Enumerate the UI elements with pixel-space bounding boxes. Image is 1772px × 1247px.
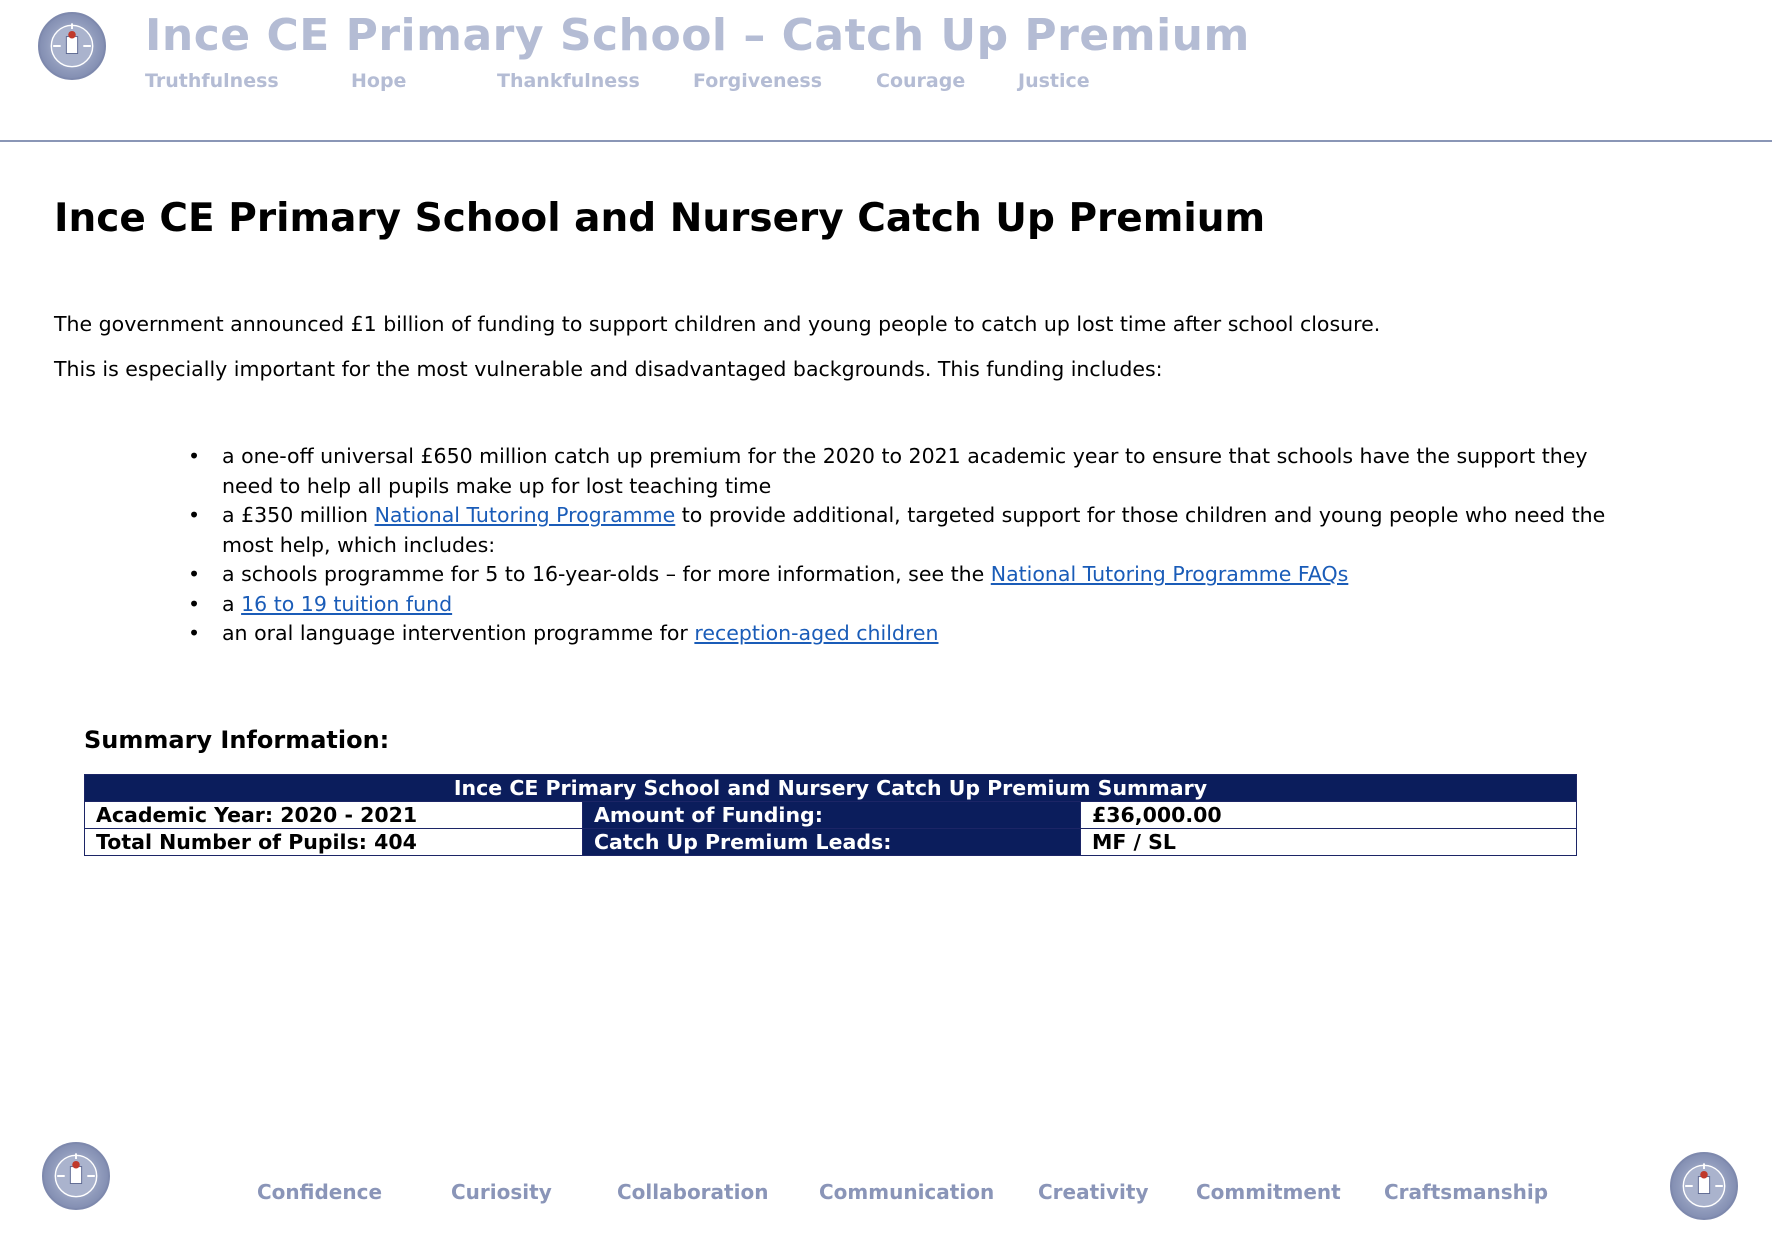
summary-heading: Summary Information:	[84, 726, 390, 754]
footer-logo-left	[42, 1142, 110, 1210]
reception-aged-children-link[interactable]: reception-aged children	[694, 621, 939, 645]
school-crest-icon	[44, 1144, 108, 1208]
summary-table	[84, 774, 1577, 856]
value-courage: Courage	[876, 70, 966, 92]
national-tutoring-programme-link[interactable]: National Tutoring Programme	[374, 503, 676, 527]
funding-label-cell: Amount of Funding:	[583, 802, 1081, 829]
leads-label-cell: Catch Up Premium Leads:	[583, 829, 1081, 856]
funding-value-cell: £36,000.00	[1081, 802, 1577, 829]
table-row	[85, 775, 1577, 802]
list-item: • a one-off universal £650 million catch up premium for the 2020 to 2021 academic year to ensure that schools have the support they need to help all pupils make up for lost teaching time	[188, 442, 1628, 501]
school-logo	[38, 12, 106, 80]
value-collaboration: Collaboration	[617, 1180, 769, 1204]
list-item: • a schools programme for 5 to 16-year-olds – for more information, see the National Tutoring Programme FAQs	[188, 560, 1628, 590]
value-craftsmanship: Craftsmanship	[1384, 1180, 1549, 1204]
value-commitment: Commitment	[1196, 1180, 1341, 1204]
value-hope: Hope	[351, 70, 407, 92]
funding-intro-paragraph: This is especially important for the most vulnerable and disadvantaged backgrounds. This funding includes:	[54, 357, 1163, 381]
value-communication: Communication	[819, 1180, 995, 1204]
value-curiosity: Curiosity	[451, 1180, 552, 1204]
list-item: • an oral language intervention programme for reception-aged children	[188, 619, 1628, 649]
value-forgiveness: Forgiveness	[693, 70, 823, 92]
intro-paragraph: The government announced £1 billion of funding to support children and young people to catch up lost time after school closure.	[54, 312, 1381, 336]
tutoring-faqs-link[interactable]: National Tutoring Programme FAQs	[990, 562, 1349, 586]
list-item: • a £350 million National Tutoring Programme to provide additional, targeted support for those children and young people who need the most help, which includes:	[188, 501, 1628, 560]
school-crest-icon	[1672, 1154, 1736, 1218]
funding-list	[188, 442, 1628, 649]
school-crest-icon	[40, 14, 104, 78]
value-creativity: Creativity	[1038, 1180, 1149, 1204]
summary-table-title: Ince CE Primary School and Nursery Catch Up Premium Summary	[85, 775, 1577, 802]
table-row	[85, 829, 1577, 856]
table-row	[85, 802, 1577, 829]
value-thankfulness: Thankfulness	[497, 70, 640, 92]
academic-year-cell: Academic Year: 2020 - 2021	[85, 802, 583, 829]
document-title: Ince CE Primary School and Nursery Catch Up Premium	[54, 196, 1266, 241]
list-item: • a 16 to 19 tuition fund	[188, 590, 1628, 620]
value-confidence: Confidence	[257, 1180, 383, 1204]
value-justice: Justice	[1018, 70, 1090, 92]
value-truthfulness: Truthfulness	[145, 70, 279, 92]
tuition-fund-link[interactable]: 16 to 19 tuition fund	[241, 591, 453, 616]
leads-value-cell: MF / SL	[1081, 829, 1577, 856]
pupils-cell: Total Number of Pupils: 404	[85, 829, 583, 856]
footer-logo-right	[1670, 1152, 1738, 1220]
header-title: Ince CE Primary School – Catch Up Premium	[145, 10, 1250, 61]
header-divider	[0, 140, 1772, 142]
